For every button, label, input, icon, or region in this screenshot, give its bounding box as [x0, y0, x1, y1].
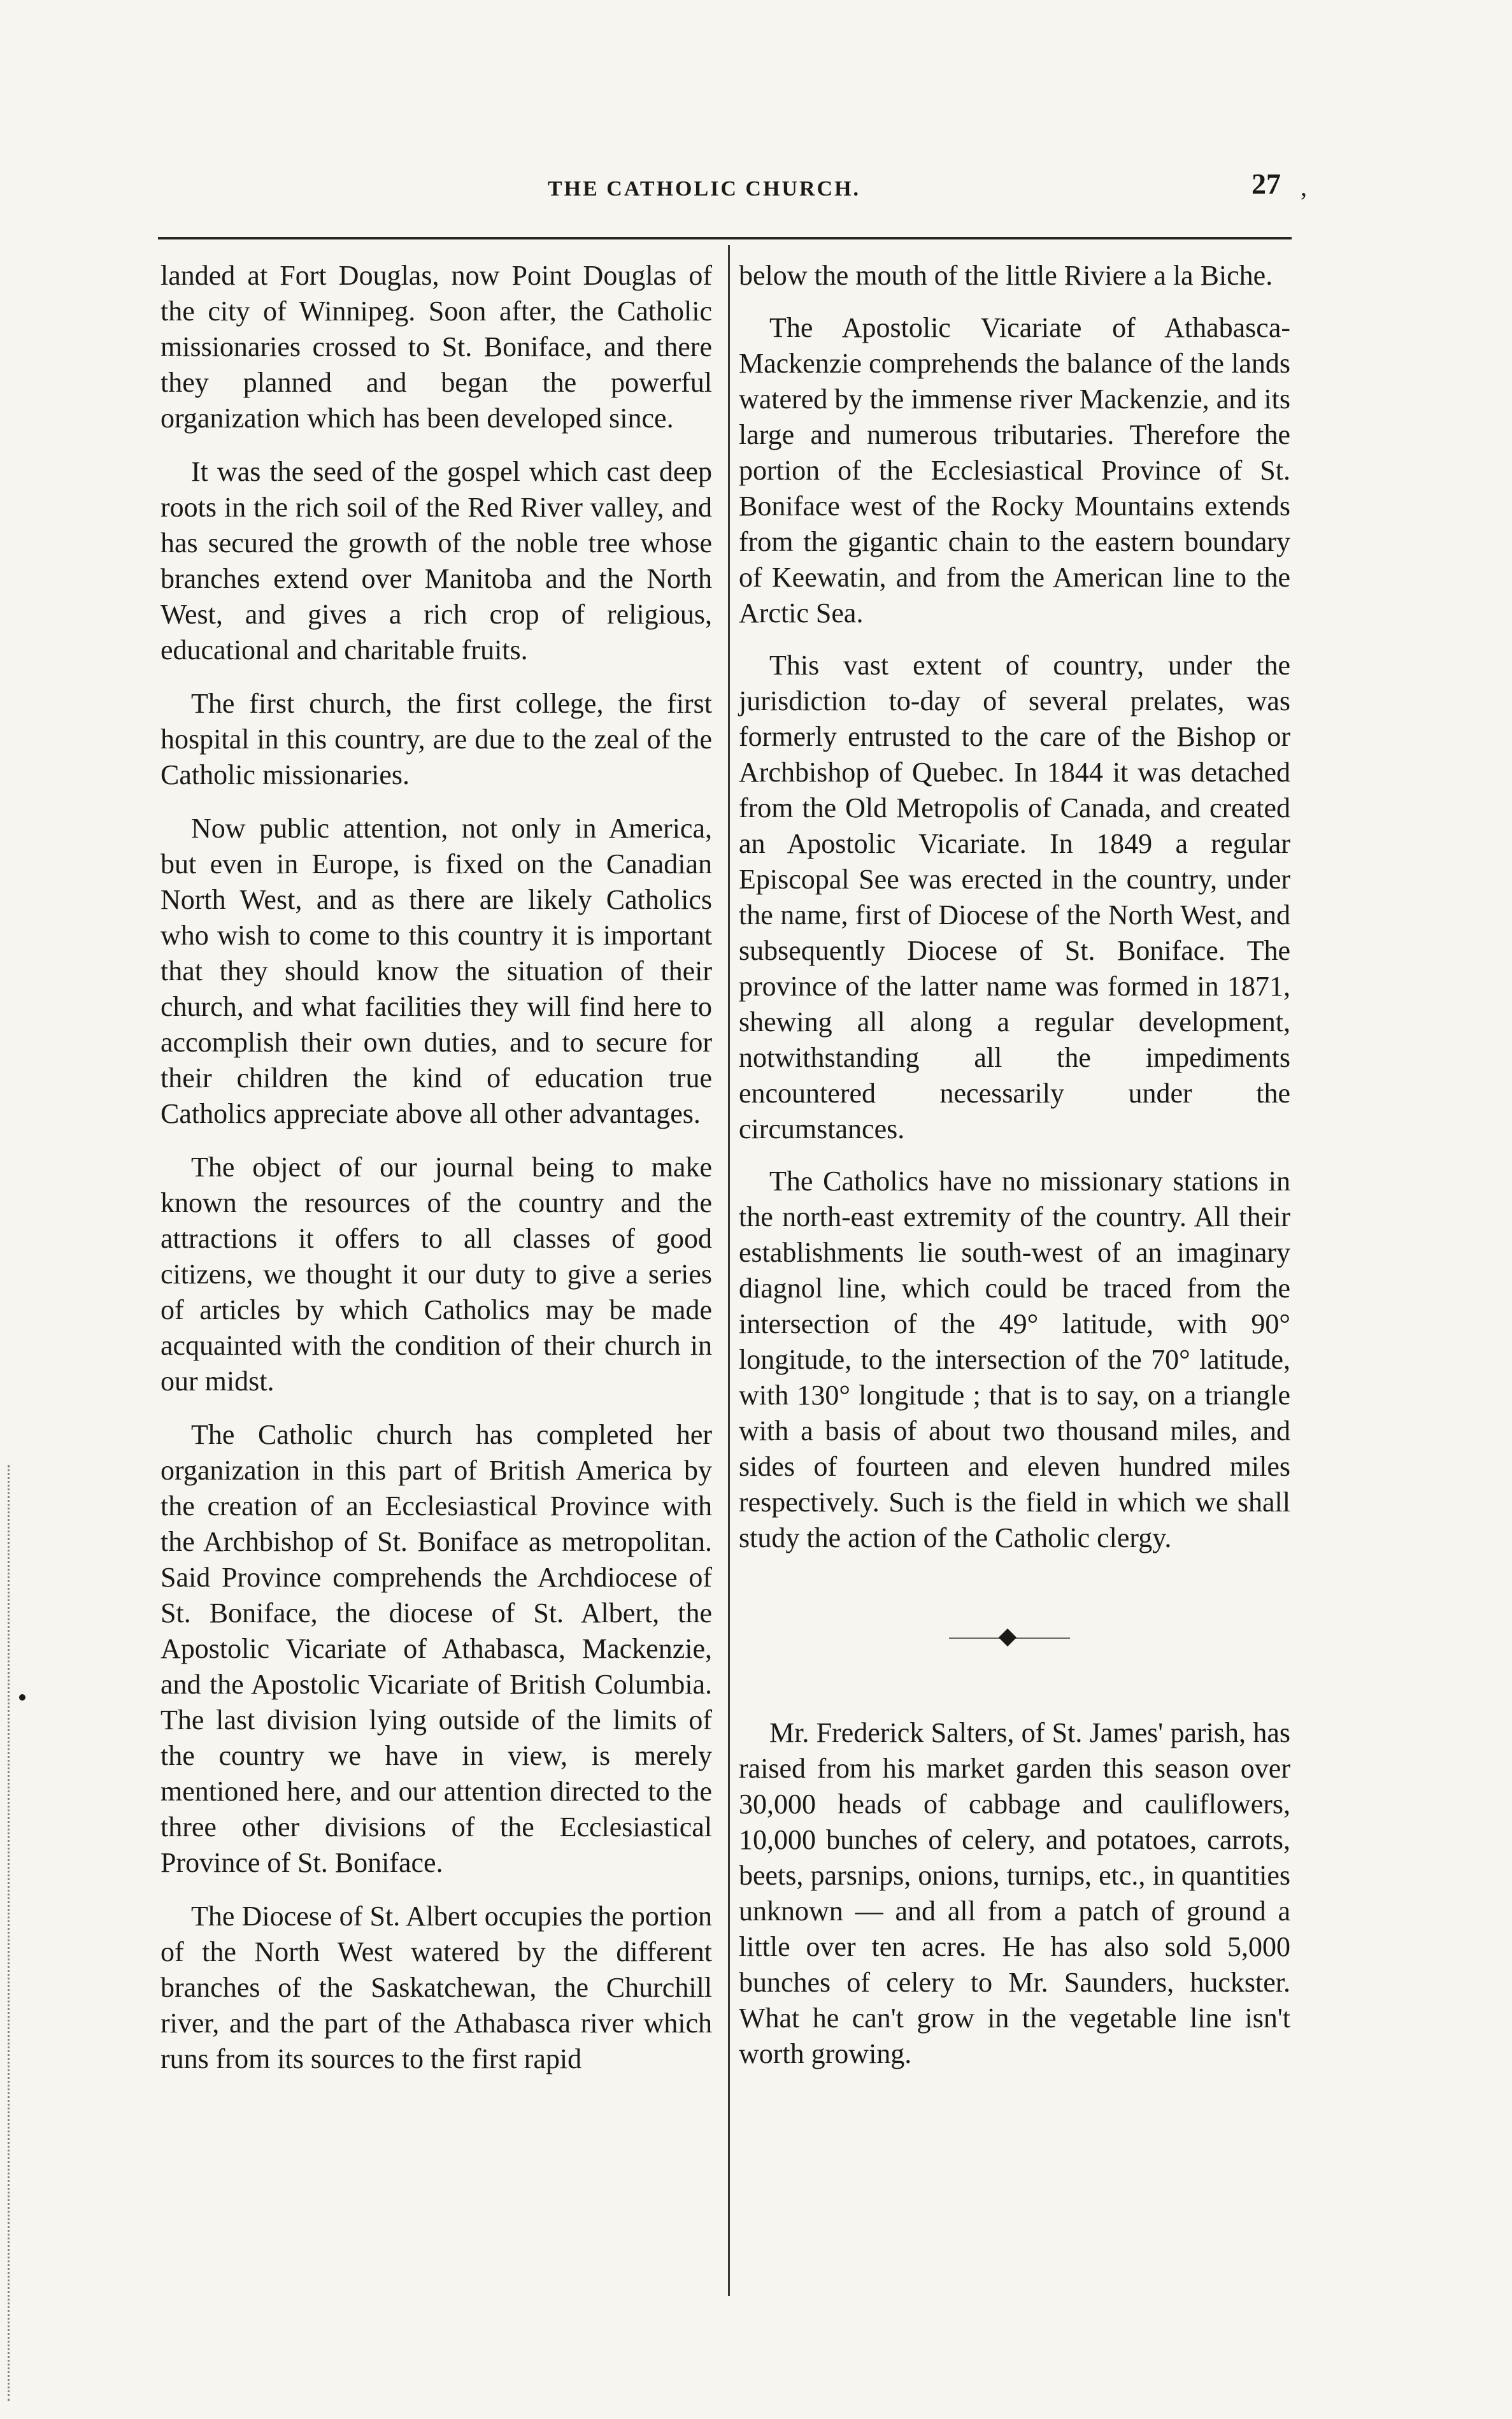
paragraph: The Catholics have no missionary stations in the north-east extremity of the country. All their establishments lie south-west of an imaginary diagnol line, which could be traced from the intersection of the 49° latitude, with 90° longitude, to the intersection of the 70° latitude, with 130° longitude ; that is to say, on a triangle with a basis of about two thousand miles, and sides of fourteen and eleven hundred miles respectively. Such is the field in which we shall study the action of the Catholic clergy.	[739, 1166, 1290, 1553]
column-divider	[728, 245, 730, 2296]
running-title: THE CATHOLIC CHURCH.	[548, 177, 861, 201]
page-number: 27	[1252, 168, 1281, 200]
paragraph: Now public attention, not only in America, but even in Europe, is fixed on the Canadian North West, and as there are likely Catholics who wish to come to this country it is important that they should know the situation of their church, and what facilities they will find here to accomplish their own duties, and to secure for their children the kind of education true Catholics appreciate above all other advantages.	[160, 813, 712, 1129]
paragraph: The Diocese of St. Albert occupies the portion of the North West watered by the different branches of the Saskatchewan, the Churchill river, and the part of the Athabasca river which runs from its sources to the first rapid	[160, 1901, 712, 2074]
paragraph: below the mouth of the little Riviere a la Biche.	[739, 260, 1273, 291]
paragraph: This vast extent of country, under the jurisdiction to-day of several prelates, was formerly entrusted to the care of the Bishop or Archbishop of Quebec. In 1844 it was detached from the Old Metropolis of Canada, and created an Apostolic Vicariate. In 1849 a regular Episcopal See was erected in the country, under the name, first of Diocese of the North West, and subsequently Diocese of St. Boniface. The province of the latter name was formed in 1871, shewing all along a regular development, notwithstanding all the impediments encountered necessarily under the circumstances.	[739, 650, 1290, 1145]
left-column	[160, 258, 712, 2077]
news-item: Mr. Frederick Salters, of St. James' parish, has raised from his market garden this season over 30,000 heads of cabbage and cauliflowers, 10,000 bunches of celery, and potatoes, carrots, beets, parsnips, onions, turnips, etc., in quantities unknown — and all from a patch of ground a little over ten acres. He has also sold 5,000 bunches of celery to Mr. Saunders, huckster. What he can't grow in the vegetable line isn't worth growing.	[739, 1717, 1290, 2069]
paragraph: The object of our journal being to make known the resources of the country and the attractions it offers to all classes of good citizens, we thought it our duty to give a series of articles by which Catholics may be made acquainted with the condition of their church in our midst.	[160, 1152, 712, 1397]
margin-speck	[19, 1694, 25, 1701]
header-rule	[158, 237, 1292, 239]
paragraph: The first church, the first college, the first hospital in this country, are due to the zeal of the Catholic missionaries.	[160, 688, 712, 790]
binding-edge-line	[8, 1465, 10, 2401]
page-mark: ‚	[1299, 173, 1308, 201]
right-column	[739, 258, 1290, 2072]
paragraph: It was the seed of the gospel which cast deep roots in the rich soil of the Red River valley, and has secured the growth of the noble tree whose branches extend over Manitoba and the North West, and gives a rich crop of religious, educational and charitable fruits.	[160, 456, 712, 666]
paragraph: The Catholic church has completed her organization in this part of British America by the creation of an Ecclesiastical Province with the Archbishop of St. Boniface as metropolitan. Said Province comprehends the Archdiocese of St. Boniface, the diocese of St. Albert, the Apostolic Vicariate of Athabasca, Mackenzie, and the Apostolic Vicariate of British Columbia. The last division lying outside of the limits of the country we have in view, is merely mentioned here, and our attention directed to the three other divisions of the Ecclesiastical Province of St. Boniface.	[160, 1419, 712, 1878]
paragraph: landed at Fort Douglas, now Point Douglas of the city of Winnipeg. Soon after, the Catholic missionaries crossed to St. Boniface, and there they planned and began the powerful organization which has been developed since.	[160, 260, 712, 434]
paragraph: The Apostolic Vicariate of Athabasca-Mackenzie comprehends the balance of the lands watered by the immense river Mackenzie, and its large and numerous tributaries. Therefore the portion of the Ecclesiastical Province of St. Boniface west of the Rocky Mountains extends from the gigantic chain to the eastern boundary of Keewatin, and from the American line to the Arctic Sea.	[739, 312, 1290, 629]
section-separator	[739, 1556, 1290, 1715]
separator-ornament-icon	[999, 1629, 1016, 1646]
